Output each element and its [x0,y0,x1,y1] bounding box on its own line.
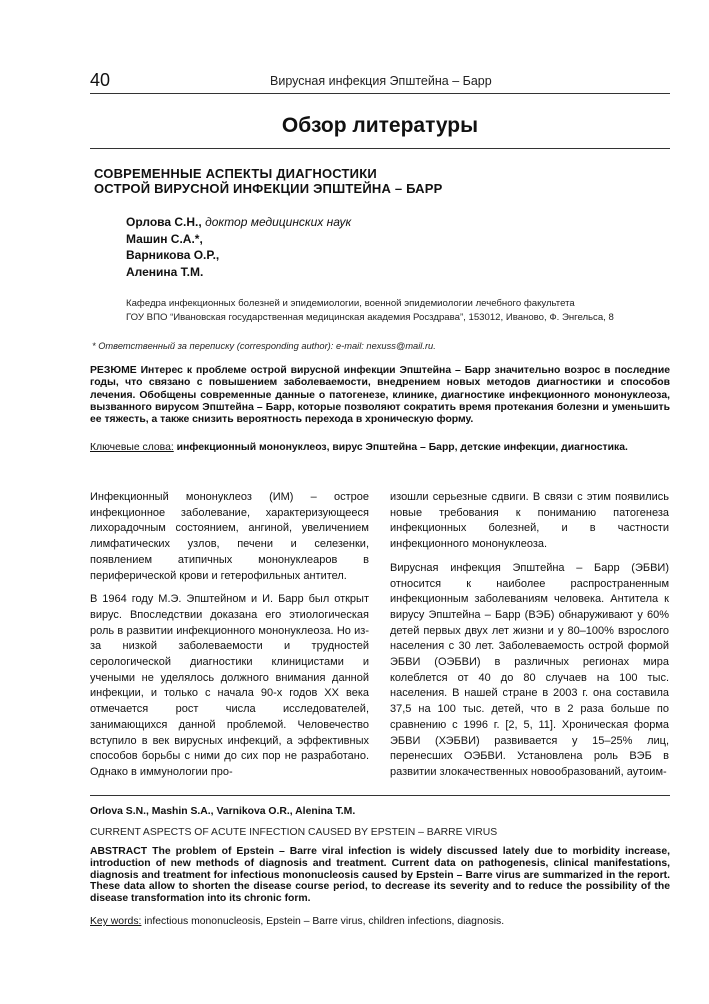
body-column-right [390,490,669,789]
keywords-label: Ключевые слова: [90,442,174,453]
keywords-en [90,916,670,927]
authors-list [126,214,351,280]
page-number: 40 [90,70,111,90]
affiliation-line-2: ГОУ ВПО “Ивановская государственная медицинская академия Росздрава”, 153012, Иваново, Ф. Энгельса, 8 [126,312,614,323]
body-column-left [90,490,369,789]
keywords-en-text: infectious mononucleosis, Epstein – Barre virus, children infections, diagnosis. [141,916,505,927]
corresponding-author: * Ответственный за переписку (corresponding author): e-mail: nexuss@mail.ru. [92,341,436,351]
paragraph: В 1964 году М.Э. Эпштейном и И. Барр был открыт вирус. Впоследствии доказана его этиологическая роль в развитии инфекционного мононуклеоза. Но из-за низкой заболеваемости и трудностей серологической диагностики клиницистами и учеными не уделялось должного внимания данной инфекции, и только с начала 90-х годов XX века отмечается рост числа исследователей, занимающихся данной проблемой. Человечество вступило в век вирусных инфекций, а эффективных способов борьбы с ними до сих пор не разработано. Однако в иммунологии про- [90,593,369,778]
author-3 [126,247,351,264]
author-name: Орлова С.Н., [126,215,202,229]
keywords-ru [90,442,670,453]
article-title-line-2: ОСТРОЙ ВИРУСНОЙ ИНФЕКЦИИ ЭПШТЕЙНА – БАРР [94,181,443,196]
header-divider [90,93,670,94]
author-rank: доктор медицинских наук [201,215,352,229]
keywords-text: инфекционный мононуклеоз, вирус Эпштейна – Барр, детские инфекции, диагностика. [173,442,628,453]
abstract-en-text: The problem of Epstein – Barre viral infection is widely discussed lately due to morbidity increase, introduction of new methods of diagnosis and treatment. Current data on pathogenesis, clinical manifestations, diagnosis and treatment for infectious mononucleosis caused by Epstein – Barre virus are summarized in the report. These data allow to shorten the disease course period, to decrease its severity and to reduce the possibility of the disease transformation into its chronic form. [90,846,670,905]
paragraph: Инфекционный мононуклеоз (ИМ) – острое инфекционное заболевание, характеризующееся лихорадочным состоянием, ангиной, увеличением лимфатических узлов, печени и селезенки, появлением атипичных мононуклеаров в периферической крови и гетерофильных антител. [90,491,369,582]
article-title [94,166,443,196]
abstract-en [90,846,670,905]
author-name: Машин С.А.*, [126,231,203,246]
abstract-en-label: ABSTRACT [90,846,148,857]
abstract-text: Интерес к проблеме острой вирусной инфекции Эпштейна – Барр значительно возрос в последние годы, что связано с повышением заболеваемости, внедрением новых методов диагностики и способов лечения. Обобщены современные данные о патогенезе, клинике, диагностике инфекционного мононуклеоза, вызванного вирусом Эпштейна – Барр, которые позволяют сократить время протекания болезни и уменьшить ее тяжесть, а также снизить вероятность перехода в хроническую форму. [90,365,670,426]
english-authors: Orlova S.N., Mashin S.A., Varnikova O.R., Alenina T.M. [90,806,356,817]
paragraph: Вирусная инфекция Эпштейна – Барр (ЭБВИ) относится к наиболее распространенным инфекционным заболеваниям человека. Антитела к вирусу Эпштейна – Барр (ВЭБ) обнаруживают у 60% детей первых двух лет жизни и у 80–100% взрослого населения с 30 лет. Заболеваемость острой формой ЭБВИ (ОЭБВИ) в различных регионах мира колеблется от 40 до 80 случаев на 100 тыс. населения. В нашей стране в 2003 г. она составила 37,5 на 100 тыс. детей, что в 2 раза больше по сравнению с 1996 г. [2, 5, 11]. Хроническая форма ЭБВИ (ХЭБВИ) развивается у 15–25% лиц, перенесших ОЭБВИ. Установлена роль ВЭБ в развитии злокачественных новообразований, аутоим- [390,561,669,778]
keywords-en-label: Key words: [90,916,142,927]
section-title: Обзор литературы [281,114,479,137]
english-section-divider [90,795,670,796]
section-divider [90,148,670,149]
affiliation-line-1: Кафедра инфекционных болезней и эпидемиологии, военной эпидемиологии лечебного факультета [126,298,575,309]
article-title-line-1: СОВРЕМЕННЫЕ АСПЕКТЫ ДИАГНОСТИКИ [94,166,377,181]
author-name: Аленина Т.М. [126,264,204,279]
abstract-ru [90,365,670,426]
running-header: Вирусная инфекция Эпштейна – Барр [270,74,492,88]
author-4 [126,264,351,281]
affiliation [126,297,614,325]
author-name: Варникова О.Р., [126,248,220,262]
paragraph: изошли серьезные сдвиги. В связи с этим появились новые требования к пониманию патогенеза инфекционных болезней, и в частности инфекционного мононуклеоза. [390,491,669,551]
english-title: CURRENT ASPECTS OF ACUTE INFECTION CAUSED BY EPSTEIN – BARRE VIRUS [90,827,498,838]
author-1 [126,214,351,231]
abstract-label: РЕЗЮМЕ [90,365,137,376]
author-2 [126,231,351,248]
